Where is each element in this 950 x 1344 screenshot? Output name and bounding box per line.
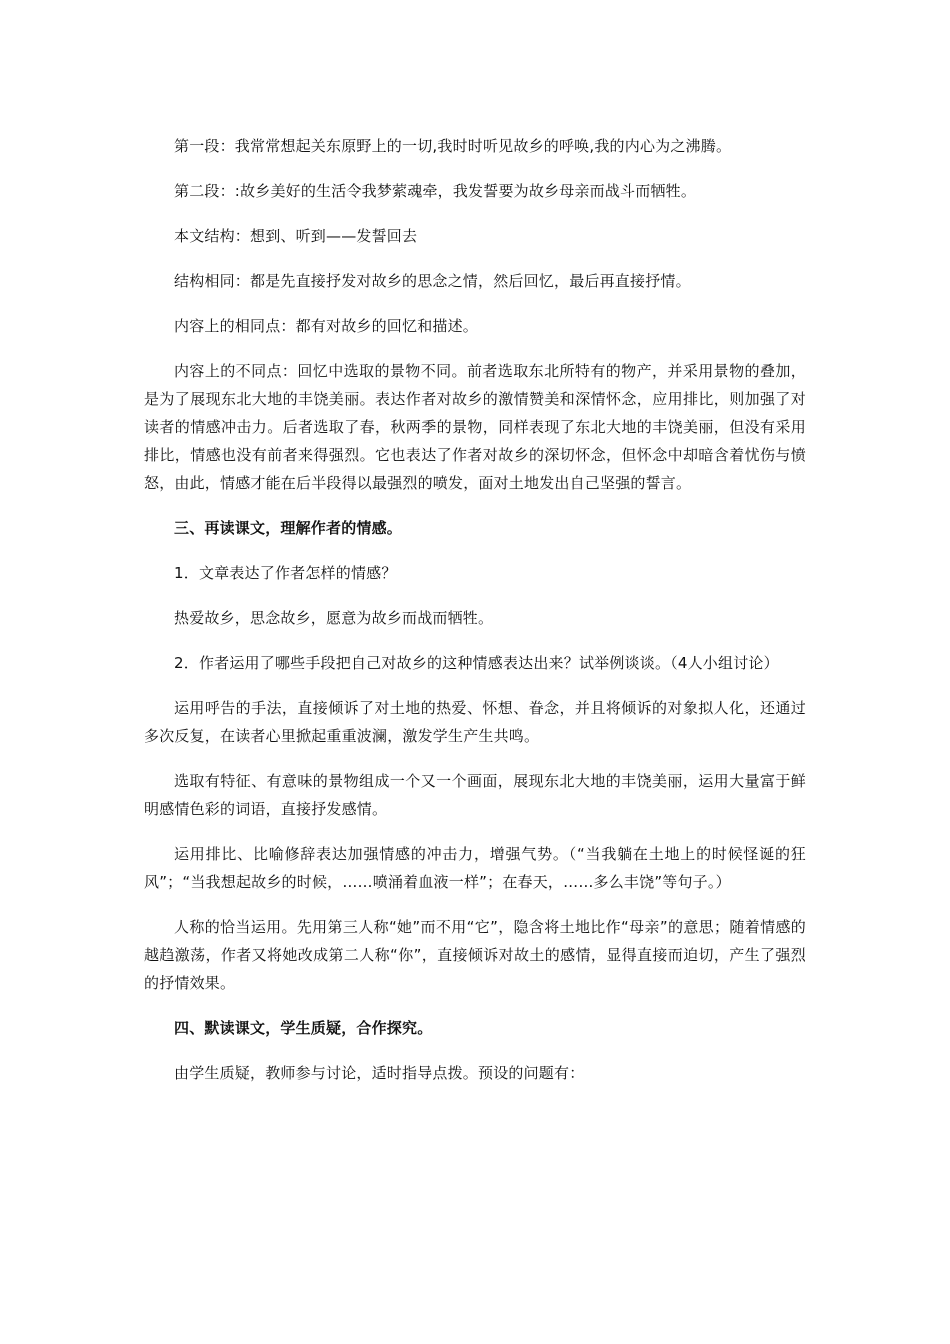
- section-heading-4: 四、默读课文，学生质疑，合作探究。: [174, 1019, 433, 1037]
- paragraph-second-section: 第二段：:故乡美好的生活令我梦萦魂牵，我发誓要为故乡母亲而战斗而牺牲。: [174, 182, 697, 200]
- answer-2-point-4: 人称的恰当运用。先用第三人称“她”而不用“它”，隐含将土地比作“母亲”的意思；随着情感的越趋激荡，作者又将她改成第二人称“你”，直接倾诉对故土的感情，显得直接而迫切，产生了强烈的抒情效果。: [144, 918, 806, 992]
- answer-2-point-2: 选取有特征、有意味的景物组成一个又一个画面，展现东北大地的丰饶美丽，运用大量富于鲜明感情色彩的词语，直接抒发感情。: [144, 772, 806, 818]
- answer-2-point-3: 运用排比、比喻修辞表达加强情感的冲击力，增强气势。（“当我躺在土地上的时候怪诞的狂风”；“当我想起故乡的时候，……喷涌着血液一样”；在春天，……多么丰饶”等句子。）: [144, 845, 806, 891]
- answer-1: 热爱故乡，思念故乡，愿意为故乡而战而牺牲。: [174, 609, 494, 627]
- section-heading-3: 三、再读课文，理解作者的情感。: [174, 519, 403, 537]
- paragraph-preset-questions: 由学生质疑，教师参与讨论，适时指导点拨。预设的问题有：: [174, 1064, 585, 1082]
- paragraph-first-section: 第一段：我常常想起关东原野上的一切,我时时听见故乡的呼唤,我的内心为之沸腾。: [174, 137, 732, 155]
- answer-2-point-1: 运用呼告的手法，直接倾诉了对土地的热爱、怀想、眷念，并且将倾诉的对象拟人化，还通过多次反复，在读者心里掀起重重波澜，激发学生产生共鸣。: [144, 699, 806, 745]
- document-page: [144, 132, 806, 1087]
- question-1: 1．文章表达了作者怎样的情感？: [174, 564, 397, 582]
- paragraph-content-same: 内容上的相同点：都有对故乡的回忆和描述。: [174, 317, 479, 335]
- question-2: 2．作者运用了哪些手段把自己对故乡的这种情感表达出来？试举例谈谈。（4人小组讨论）: [174, 654, 779, 672]
- paragraph-structure-same: 结构相同：都是先直接抒发对故乡的思念之情，然后回忆，最后再直接抒情。: [174, 272, 691, 290]
- paragraph-structure: 本文结构：想到、听到——发誓回去: [174, 227, 418, 245]
- paragraph-content-different: 内容上的不同点：回忆中选取的景物不同。前者选取东北所特有的物产，并采用景物的叠加，是为了展现东北大地的丰饶美丽。表达作者对故乡的激情赞美和深情怀念，应用排比，则加强了对读者的情感冲击力。后者选取了春，秋两季的景物，同样表现了东北大地的丰饶美丽，但没有采用排比，情感也没有前者来得强烈。它也表达了作者对故乡的深切怀念，但怀念中却暗含着忧伤与愤怒，由此，情感才能在后半段得以最强烈的喷发，面对土地发出自己坚强的誓言。: [144, 362, 806, 492]
